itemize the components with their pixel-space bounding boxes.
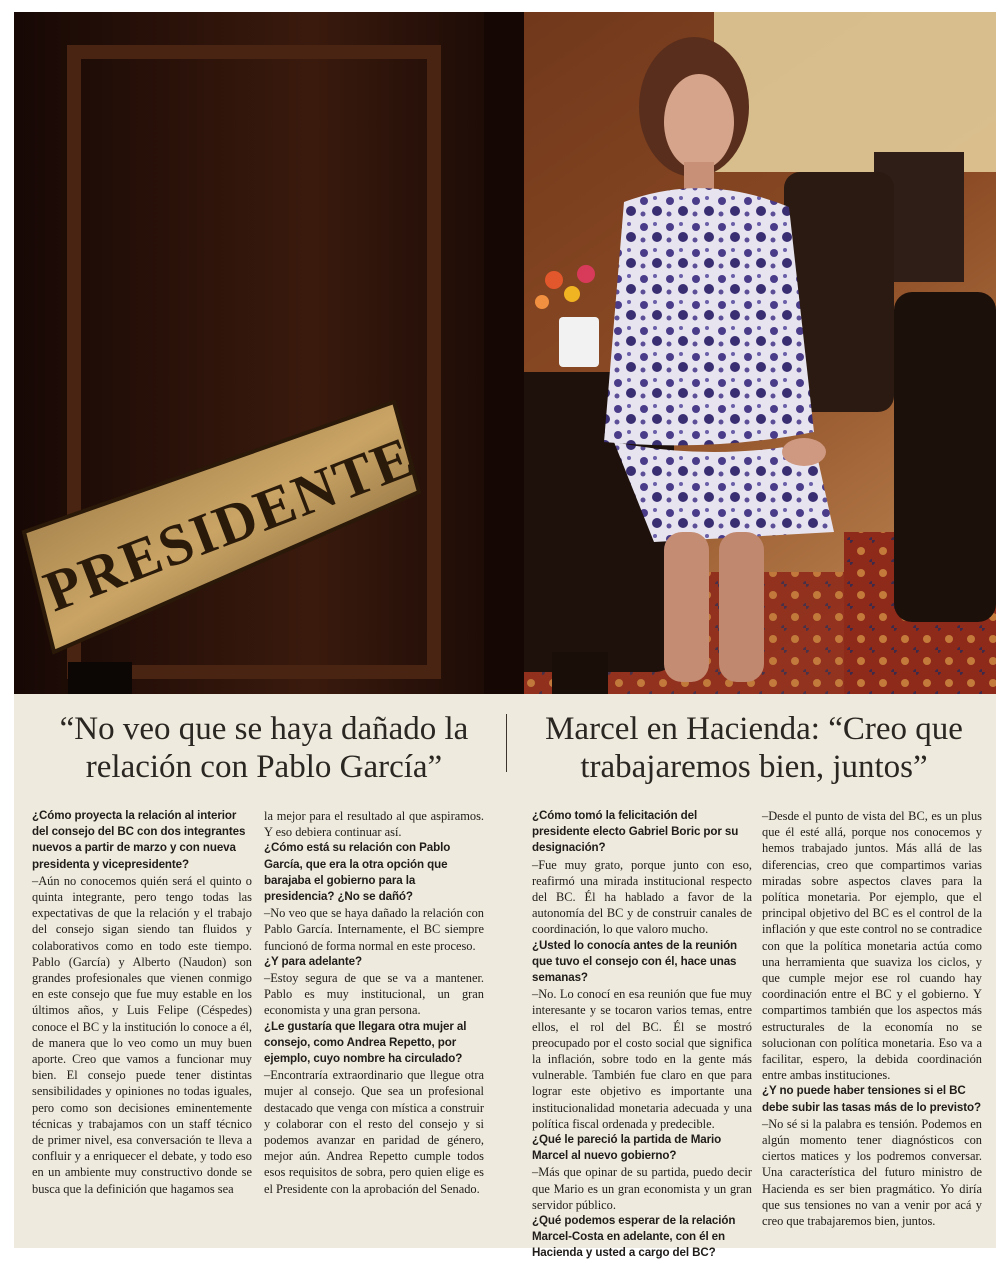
interview-question: ¿Usted lo conocía antes de la reunión que tuvo el consejo con él, hace unas semanas? xyxy=(532,938,738,985)
interview-answer: –Encontraría extraordinario que llegue otra mujer al consejo. Que sea un profesional destacado que venga con mística a construir y colaborar con el resto del consejo y si podemos avanzar en paridad de género, mejor aún. Andrea Repetto cumple todos esos requisitos de sobra, pero quien elige es el Presidente con la aprobación del Senado. xyxy=(264,1068,484,1196)
president-sign-text: PRESIDENTE xyxy=(35,423,424,625)
interview-question: ¿Qué le pareció la partida de Mario Marcel al nuevo gobierno? xyxy=(532,1133,722,1163)
left-article-column-1 xyxy=(32,808,252,1197)
interview-answer: –Más que opinar de su partida, puedo decir que Mario es un gran economista y un gran servidor público. xyxy=(532,1165,752,1212)
headline-divider xyxy=(506,714,507,772)
interview-answer: –Fue muy grato, porque junto con eso, reafirmó una mirada institucional respecto del BC. Él ha hablado a favor de la autonomía del BC y de construir canales de coordinación, lo que valoro mucho. xyxy=(532,857,752,937)
interview-question: ¿Cómo está su relación con Pablo García, que era la otra opción que barajaba el gobierno para la presidencia? ¿No se dañó? xyxy=(264,841,451,904)
interview-answer: –No veo que se haya dañado la relación con Pablo García. Internamente, el BC siempre funcionó de forma normal en este proceso. xyxy=(264,906,484,953)
interview-question: ¿Y no puede haber tensiones si el BC debe subir las tasas más de lo previsto? xyxy=(762,1084,981,1114)
interview-answer: –Estoy segura de que se va a mantener. Pablo es muy institucional, un gran economista y una gran persona. xyxy=(264,971,484,1018)
interview-question: ¿Qué podemos esperar de la relación Marcel-Costa en adelante, con él en Hacienda y usted a cargo del BC? xyxy=(532,1214,736,1260)
right-headline: Marcel en Hacienda: “Creo que trabajaremos bien, juntos” xyxy=(545,711,963,785)
interview-answer: la mejor para el resultado al que aspiramos. Y eso debiera continuar así. xyxy=(264,809,484,840)
interview-answer: –Desde el punto de vista del BC, es un plus que él esté allá, porque nos conocemos y hemos trabajado juntos. Más allá de las diferencias, creo que compartimos varias miradas sobre aspectos claves para la política monetaria. Por ejemplo, que el principal objetivo del BC es el control de la inflación y que este control no se contradice con que la política monetaria actúa como una herramienta que suaviza los ciclos, y que cumple mejor ese rol cuando hay coordinación entre el BC y el gobierno. Y compartimos también que los aspectos más estructurales de la economía no se solucionan con política monetaria. Eso va a facilitar, espero, la debida coordinación entre ambas instituciones. xyxy=(762,809,982,1083)
interview-question: ¿Y para adelante? xyxy=(264,954,362,968)
left-headline: “No veo que se haya dañado la relación con Pablo García” xyxy=(59,711,469,785)
interview-answer: –No. Lo conocí en esa reunión que fue muy interesante y se tocaron varios temas, entre ellos, el rol del BC. Él se mostró preocupado por el costo social que significa la inflación, sobre todo en la gente más vulnerable. También fue claro en que para lograr este objetivo es importante una institucionalidad monetaria adecuada y una política fiscal ordenada y predecible. xyxy=(532,987,752,1131)
interview-question: ¿Cómo tomó la felicitación del presidente electo Gabriel Boric por su designación? xyxy=(532,809,739,855)
interview-answer: –Aún no conocemos quién será el quinto o quinta integrante, pero tengo todas las expectativas de que la relación y el trabajo del consejo sigan siendo tan fluidos y colaborativos como en todo este tiempo. Pablo (García) y Alberto (Naudon) son grandes profesionales que vienen conmigo en este consejo que fue muy estable en los últimos años, y Luis Felipe (Céspedes) conoce el BC y la institución lo conoce a él, de manera que lo veo como un muy buen aporte. Creo que vamos a funcionar muy bien. El consejo puede tener distintas sensibilidades y opiniones no todas iguales, pero como son decisiones eminentemente técnicas y trabajamos con un staff técnico de primer nivel, esa conversación te lleva a confluir y a enriquecer el debate, y todo eso en un ambiente muy constructivo donde se busca que la definición que hagamos sea xyxy=(32,873,252,1196)
interview-photo xyxy=(14,12,996,694)
left-article-column-2 xyxy=(264,808,484,1197)
right-article-column-1 xyxy=(532,808,752,1262)
right-article-column-2 xyxy=(762,808,982,1229)
newspaper-page xyxy=(14,12,996,1260)
photo-illustration xyxy=(14,12,996,694)
interview-question: ¿Le gustaría que llegara otra mujer al consejo, como Andrea Repetto, por ejemplo, cuyo nombre ha circulado? xyxy=(264,1019,467,1066)
interview-question: ¿Cómo proyecta la relación al interior del consejo del BC con dos integrantes nuevos a partir de marzo y con nueva presidenta y vicepresidente? xyxy=(32,809,246,871)
interview-answer: –No sé si la palabra es tensión. Podemos en algún momento tener diagnósticos con ciertos matices y los podremos conversar. Una característica del futuro ministro de Hacienda es ser bien pragmático. Yo diría que sus tensiones no van a venir por acá y creo que trabajaremos bien, juntos. xyxy=(762,1116,982,1229)
